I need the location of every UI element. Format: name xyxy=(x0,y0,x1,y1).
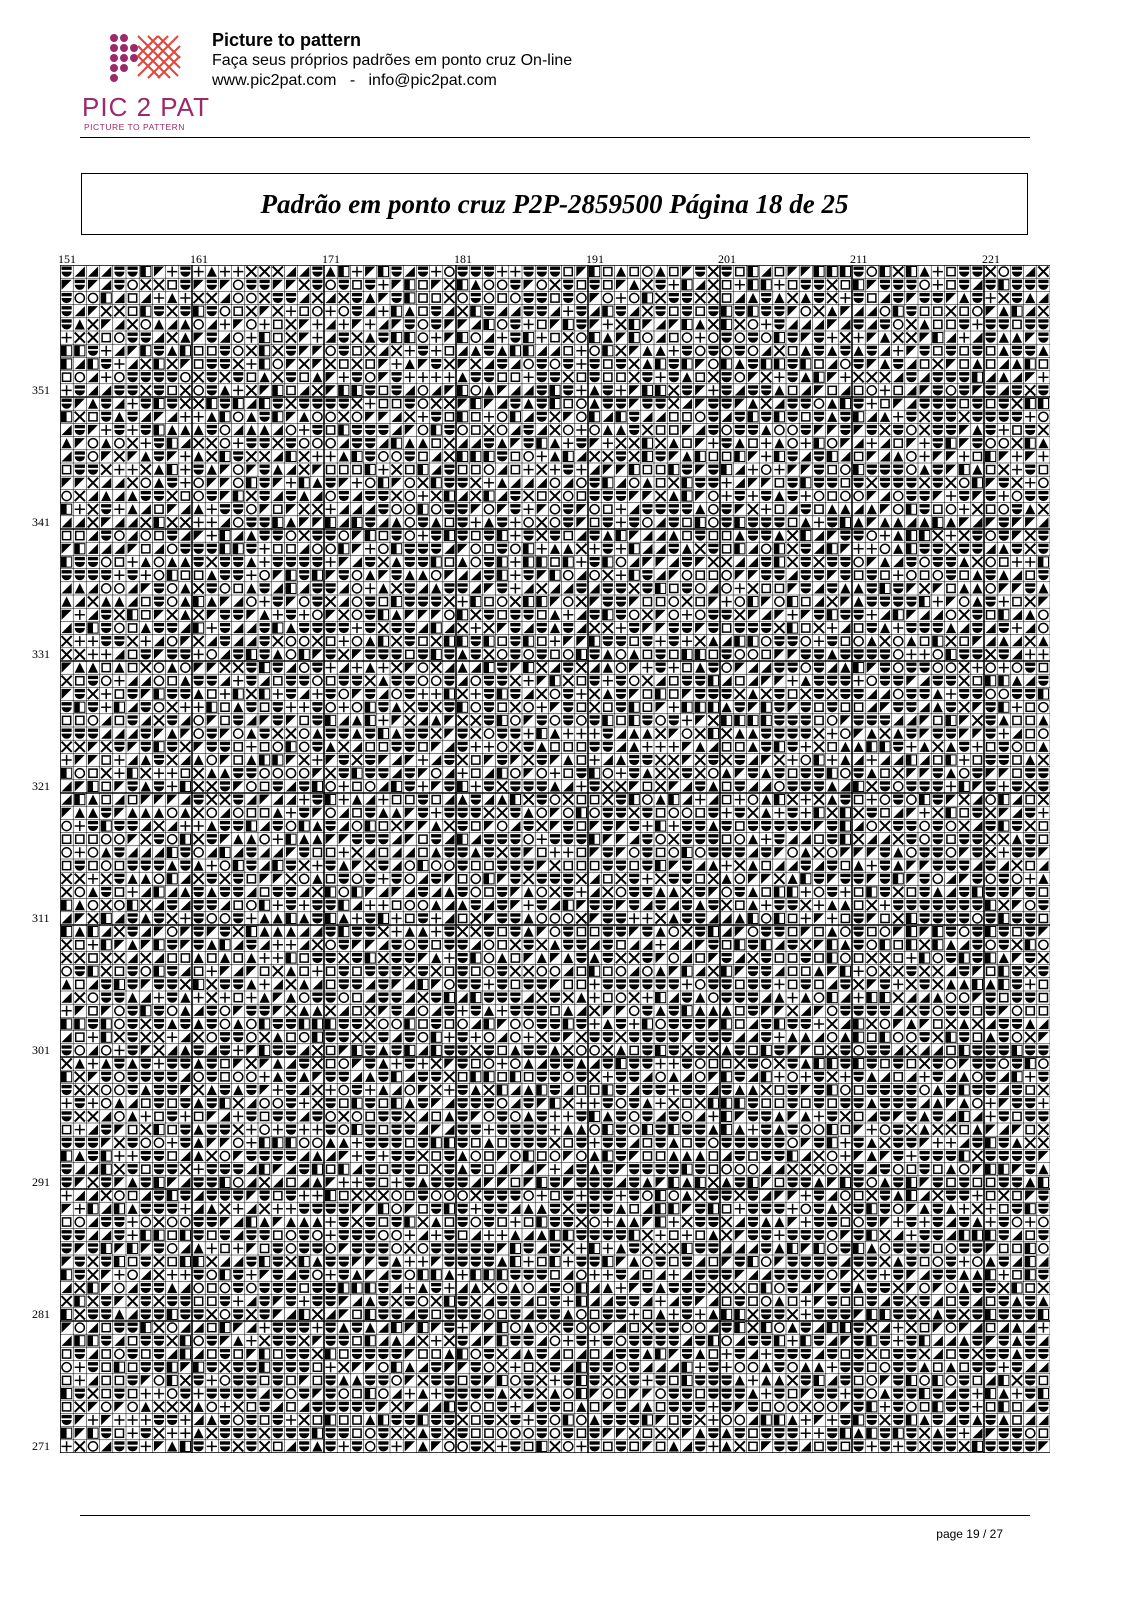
col-label-211: 211 xyxy=(850,252,868,266)
site-header xyxy=(212,29,572,91)
row-label-331: 331 xyxy=(32,647,50,661)
col-label-181: 181 xyxy=(454,252,472,266)
row-label-341: 341 xyxy=(32,515,50,529)
pattern-title: Padrão em ponto cruz P2P-2859500 Página 18 de 25 xyxy=(260,188,849,219)
pattern-title-box xyxy=(81,173,1028,235)
col-label-221: 221 xyxy=(982,252,1000,266)
site-subtitle: Faça seus próprios padrões em ponto cruz On-line xyxy=(212,52,573,69)
logo-tagline: PICTURE TO PATTERN xyxy=(84,122,185,132)
col-label-201: 201 xyxy=(718,252,736,266)
row-label-321: 321 xyxy=(32,779,50,793)
cross-stitch-grid xyxy=(60,265,1050,1453)
page-number: page 19 / 27 xyxy=(936,1527,1003,1541)
row-label-291: 291 xyxy=(32,1175,50,1189)
stitch-symbols xyxy=(60,265,1050,1453)
row-label-281: 281 xyxy=(32,1307,50,1321)
header-divider xyxy=(80,137,1030,138)
site-title: Picture to pattern xyxy=(212,30,362,50)
row-label-301: 301 xyxy=(32,1043,50,1057)
col-label-151: 151 xyxy=(58,252,76,266)
row-label-271: 271 xyxy=(32,1439,50,1453)
logo-mark-icon xyxy=(108,28,188,90)
row-label-311: 311 xyxy=(32,911,50,925)
footer-divider xyxy=(80,1515,1030,1516)
col-label-161: 161 xyxy=(190,252,208,266)
pic2pat-logo xyxy=(78,22,210,132)
col-label-191: 191 xyxy=(586,252,604,266)
row-label-351: 351 xyxy=(32,383,50,397)
logo-wordmark: PIC 2 PAT xyxy=(82,92,210,122)
col-label-171: 171 xyxy=(322,252,340,266)
site-contact: www.pic2pat.com - info@pic2pat.com xyxy=(212,72,497,89)
